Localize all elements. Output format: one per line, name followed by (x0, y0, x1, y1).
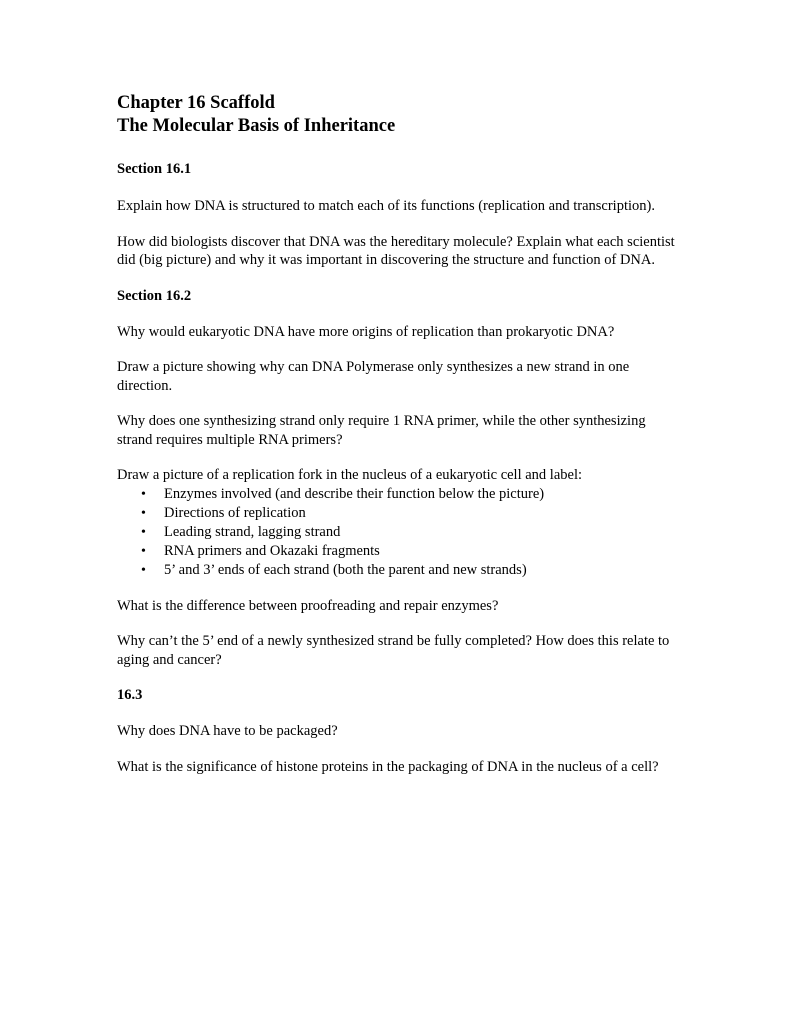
question-replication-fork: Draw a picture of a replication fork in the nucleus of a eukaryotic cell and label: (117, 467, 583, 483)
question-structure-functions: Explain how DNA is structured to match each of its functions (replication and transcription). (117, 198, 655, 214)
bullet-icon: • (141, 562, 146, 578)
document-title (117, 92, 677, 138)
list-item: • Leading strand, lagging strand (141, 523, 341, 540)
question-dna-polymerase-direction: Draw a picture showing why can DNA Polymerase only synthesizes a new strand in one direction. (117, 359, 630, 394)
question-proofreading-repair: What is the difference between proofreading and repair enzymes? (117, 597, 499, 614)
section-16-1-heading: Section 16.1 (117, 161, 192, 177)
list-item: • 5’ and 3’ ends of each strand (both the parent and new strands) (141, 561, 527, 578)
label-checklist (117, 485, 677, 580)
bullet-icon: • (141, 543, 146, 559)
bullet-icon: • (141, 486, 146, 502)
title-line-2: The Molecular Basis of Inheritance (117, 116, 396, 136)
question-dna-packaging: Why does DNA have to be packaged? (117, 723, 338, 739)
question-rna-primers: Why does one synthesizing strand only require 1 RNA primer, while the other synthesizing strand requires multiple RNA primers? (117, 413, 646, 448)
question-hereditary-molecule: How did biologists discover that DNA was the hereditary molecule? Explain what each scientist did (big picture) and why it was important in discovering the structure and function of DNA. (117, 233, 675, 268)
list-item: • Directions of replication (141, 504, 306, 521)
question-histone-proteins: What is the significance of histone proteins in the packaging of DNA in the nucleus of a cell? (117, 758, 659, 775)
bullet-icon: • (141, 524, 146, 540)
list-item: • RNA primers and Okazaki fragments (141, 542, 380, 559)
section-16-3-heading: 16.3 (117, 687, 143, 703)
list-item: • Enzymes involved (and describe their function below the picture) (141, 485, 545, 502)
question-origins-of-replication: Why would eukaryotic DNA have more origins of replication than prokaryotic DNA? (117, 323, 615, 340)
question-telomeres-aging: Why can’t the 5’ end of a newly synthesized strand be fully completed? How does this relate to aging and cancer? (117, 633, 670, 668)
bullet-icon: • (141, 505, 146, 521)
title-line-1: Chapter 16 Scaffold (117, 93, 275, 113)
section-16-2-heading: Section 16.2 (117, 287, 192, 304)
document-page (117, 92, 677, 776)
